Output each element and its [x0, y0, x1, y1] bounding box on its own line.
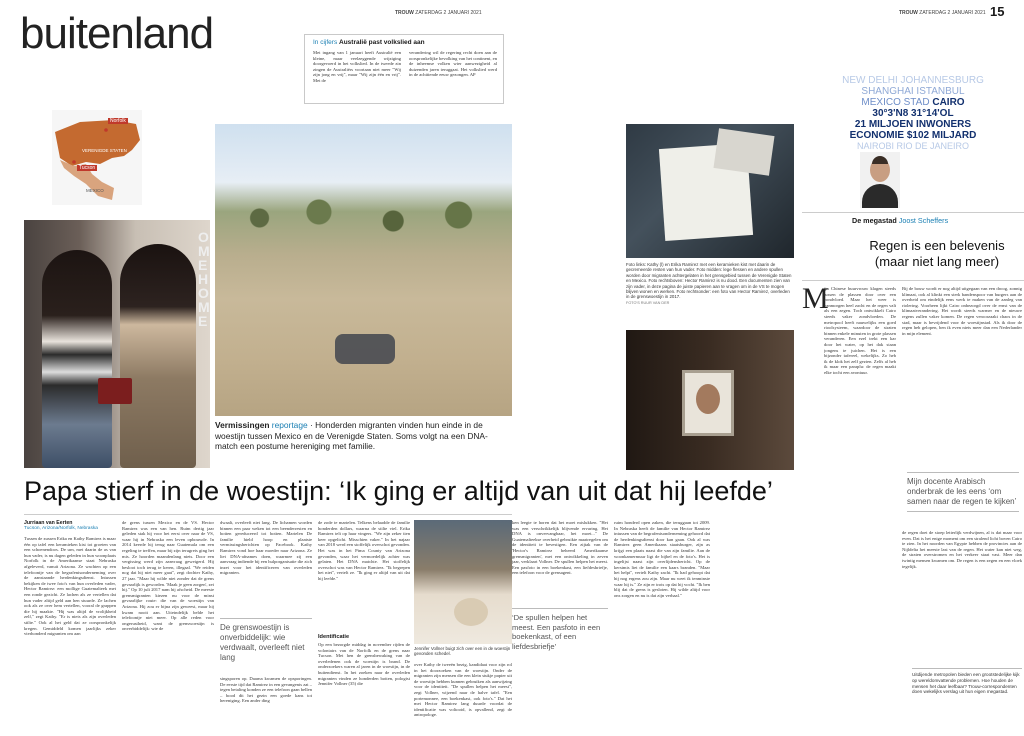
- map-label-us: VERENIGDE STATEN: [82, 148, 127, 153]
- banner-line6: ECONOMIE $102 MILJARD: [849, 130, 977, 141]
- map-label-norfolk: Norfolk: [110, 118, 126, 124]
- shrubs: [215, 194, 512, 254]
- body-col3-end: singsporen op. Daarna kwamen de opsporingen. De eerste tijd dat Ramirez in een gevangenis zat – tegen betaling konden ze een telefoon gaan bellen – bood dit het gezin een goede kans tot hereniging. Een ander ding: [220, 676, 312, 704]
- urn-box: [98, 378, 132, 404]
- body-col4-b: Op een bezorgde middag in november rijden de volontairs van de Norfolk en de grens naar Tucson. Met hen de grensbewaking van de overledenen ook de woestijn is brand. De onderzoekers waren al jaren in de woestijn, in de buitendienst. In het zoeken naar de overleden migranten vinden ze honderden botten, pologist Jennifer Vollner (35) die: [318, 642, 410, 687]
- body-col6-end: [512, 670, 608, 732]
- norfolk-marker: [104, 128, 108, 132]
- kicker-box-title: Australië past volkslied aan: [339, 39, 425, 46]
- banner-line4: 30°3'N8 31°14'OL: [872, 108, 954, 119]
- sisters-photo: [24, 220, 210, 468]
- column-label: De megastad: [852, 216, 897, 225]
- masthead-right-date: ZATERDAG 2 JANUARI 2021: [919, 10, 986, 16]
- author-avatar: [860, 152, 900, 208]
- pull-quote-1: De grenswoestijn is onverbiddelijk: wie verdwaalt, overleeft niet lang: [220, 618, 312, 663]
- document-sheet-2: [713, 128, 774, 175]
- caption-text: · Honderden migranten vinden hun einde in de woestijn tussen Mexico en de Verenigde Staten. Soms volgt na een DNA-match een postume hereniging met familie.: [215, 420, 488, 451]
- photo-credit: FOTO'S RUUR VAN DER: [626, 300, 670, 305]
- kicker-box: [304, 34, 504, 104]
- masthead-date: ZATERDAG 2 JANUARI 2021: [415, 10, 482, 16]
- column-col3: de regen doet de stoep letterlijk verdwijnen, al is dat maar voor even. Dat is het enige moment om een stralend licht boven Cairo te zien. In het noorden van Egypte hebben de provincies aan de Nijldelta het meeste last van de regen. Het water kan niet weg, de straten overstromen en het verkeer staat vast. Meer dan twintig mensen kwamen om. De regen is een zegen en een vloek tegelijk.: [902, 530, 1022, 569]
- byline-location: Tucson, Arizona/Norfolk, Nebraska: [24, 526, 98, 531]
- headline: Papa stierf in de woestijn: ‘Ik ging er altijd van uit dat hij leefde’: [24, 476, 773, 506]
- banner-line3a: MEXICO STAD: [861, 97, 930, 108]
- photo-caption-right-text: Foto links: Kathy (l) en Erika Ramirez met een keramieken kist met daarin de gecremeerde resten van hun vader. Foto midden: lege flessen en andere spullen worden door migranten achtergelaten in het grensgebied tussen de Verenigde Staten en Mexico. Foto rechtsboven: Hector Ramirez is nu dood. Een documenten zien van zijn vader, in deze pagina de juiste papieren aan te vragen om in de VS te mogen blijven wonen en werken. Foto rechtsonder: een foto van Hector Ramirez, overleden in de grenswoestijn in 2017.: [626, 262, 792, 300]
- page-number: 15: [990, 4, 1005, 19]
- kicker-box-col2: verandering wil de regering recht doen aan de oorspronkelijke bevolking van het continent, en de inheemse volken wier aanwezigheid al duizenden jaren teruggaat. Het volkslied werd in de achttiende eeuw gezongen. AP: [409, 50, 497, 78]
- vollner-caption: Jennifer Vollner buigt zich over een in de woestijn gevonden schedel.: [414, 646, 511, 657]
- body-col1: Tussen de zussen Erika en Kathy Ramirez is maar één op tafel een keramieken kist tot groeten van een schoenendoos. De urn, met daarin de as van hun vader, is nu dagen geleden in hun woonplaats Norfolk in de Amerikaanse staat Nebraska afgeleverd, vanuit Arizona. Ze wachten op een telefoontje van de begrafenisonderneming over de aanstaande herdenkingsdienst. Intussen bekijken de twee foto's van hun overleden vader, Hector Ramirez: een mollige Guatemalteek met een ronde gezicht. Ze lachen als ze vertellen dat hun vader altijd geld aan hen stuurde. Ze lachen ook als ze over hem vertellen, vooral de grappen die hij maakte. "Hij was altijd de vrolijkheid zelf," zegt Kathy. "Er is niets als zijn overleden stilte." Ook al het geld dat ze oorspronkelijk kregen. Gemiddeld komen jaarlijks zeker vierhonderd migranten om aan: [24, 536, 116, 637]
- body-col5: over Kathy de tweeën bezig, kandidaat voor zijn rol in het doorzoeken van de woestijn. Onder de migranten zijn mensen die een klein stukje papier uit de woestijn hebben kunnen gebruiken als aanwijzing voor de identiteit. "De spullen helpen het meest", zegt Vollner, wijzend naar de halve tafel. "Een portemonnee, een boekenkast, ook foto's." Dat het met Hector Ramirez lang duurde voordat de identificatie was voltooid, is opvallend, zegt de antropologe.: [414, 662, 512, 718]
- right-page: [512, 0, 1024, 736]
- city-banner: [802, 75, 1024, 152]
- byline-author: Jurriaan van Eerten: [24, 520, 73, 526]
- pull-quote-2: ‘De spullen helpen het meest. Een pasfoto in een boekenkast, of een liefdesbriefje’: [512, 608, 608, 651]
- masthead-right: [899, 10, 986, 16]
- caption-tag: reportage: [271, 420, 308, 430]
- banner-line1: NEW DELHI JOHANNESBURG: [842, 75, 984, 86]
- portrait-face: [696, 384, 720, 414]
- column-col1: ijn Chinese buurvrouw klagen steeds tussen de plassen door over een zondvloed. Maar het weer is vanmorgen heel zacht en de regen valt als een zegen. Toch ontwikkelt Cairo steeds vaker zondvloeden. De metropool heeft nauwelijks een goed rioolsysteem, waardoor de straten binnen enkele minuten in grote plassen veranderen. Een ezel trekt een kar door het water, op het dak staan jongens te juichen. Het is een bijzonder tafereel, wekelijks. Zo heb ik de klok het zelf gezien. Zelfs al heb ik maar een paraplu: de regen maakt elke tocht een avontuur.: [824, 286, 896, 375]
- map-label-mexico: MEXICO: [86, 188, 104, 193]
- drop-cap: M: [802, 282, 829, 315]
- person-left: [42, 250, 112, 468]
- masthead-left: [395, 10, 482, 16]
- left-items: [335, 334, 395, 364]
- tucson-marker: [72, 160, 76, 164]
- portrait-photo: [626, 330, 794, 470]
- masthead-right-name: TROUW: [899, 10, 918, 16]
- body-col7: ruim honderd open zaken, die teruggaan tot 2009. In Nebraska heeft de familie van Hector Ramirez intussen van de begrafenisonderneming gehoord dat de herdenkingsdienst door kan gaan. Ook al was Ramirez geen Amerikaans staatsburger, zijn as krijgt een plaats naast die van zijn familie. Aan de woonkamermuur ligt de bijbel en de foto's. Het is ingelijst naast zijn overlijdensbericht. Op de kerstmis liet de familie een kaars branden. "Maar het helpt", vertelt Kathy zacht. "Ik had gehoopt dat hij nog ergens zou zijn. Maar nu weet ik tenminste waar hij is." Ze zijn er trots op dat hij vocht. "Ik ben blij dat de grens is gesloten. Hij wilde altijd voor ons zorgen en nu is dat zijn verhaal.": [614, 520, 710, 598]
- section-title: buitenland: [20, 9, 214, 58]
- photo-caption: [215, 420, 510, 452]
- caption-kicker: Vermissingen: [215, 420, 270, 430]
- column-title: Regen is een belevenis (maar niet lang meer): [869, 238, 1005, 269]
- masthead-name: TROUW: [395, 10, 414, 16]
- column-label-row: [852, 216, 948, 225]
- body-col6: ken leegte te horen dat het moet mislukken. "Het was een verschrikkelijk blijvende ervaring. Het DNA is onvervangbaar, het moet..." De Guatemalteekse overheid gebruikte maatregelen om de identiteit te bevestigen. Een zijtak van de 'Hector's Ramirez beheerd Amerikaanse grensmigranten', met een ontwikkeling in zeven jaar, verklaart Vollner. De spullen helpen het meest. Een pasfoto in een boekenkast, een liefdesbriefje, een telefoon voor de grensagent.: [512, 520, 608, 576]
- column-quote: Mijn docente Arabisch onderbrak de les eens ‘om samen naar de regen te kijken’: [907, 472, 1019, 512]
- kicker-box-label: In cijfers: [313, 39, 338, 46]
- body-col4-subhead: Identificatie: [318, 634, 350, 640]
- us-shape: [55, 120, 140, 166]
- body-col4: de zode te martelen. Telkens belaadde de familie honderden dollars, waarna de stilte viel. Erika Ramirez telt op haar vingers. "We zijn zeker tien keer opgelicht. Misschien vaker." In het najaar van 2018 werd een stoffelijk overschot gevonden. Het was in het Pima County van Arizona gevonden, waar het vermoedelijk achter was gelaten. Het DNA matchte. Het stoffelijk overschot was van Hector Ramirez. "Ik begrepen het niet", vertelt ze. "Ik ging er altijd van uit dat hij leefde.": [318, 520, 410, 581]
- body-col2: de grens tussen Mexico en de VS. Hector Ramirez was een van hen. Ruim dertig jaar geleden stak hij voor het eerst over naar de VS, waar hij in Nebraska een leven opbouwde. In 2014 keerde hij terug naar Guatemala om een regeling te treffen, maar bij zijn terugreis ging het mis. Ze hoorden maandenlang niets. Door een vergissing werd zijn aanvraag geweigerd. Hij besloot toch terug te keren, illegaal. "We reiden nog dat hij niet meer gaat", zegt dochter Kathy, 27 jaar. "Maar hij wilde niet zonder dat de grens gevaarlijk is geworden. 'Maak je geen zorgen', zei hij." Op 10 juli 2017 nam hij afscheid. De meeste grensmigranten kiezen nu voor de minst gevaarlijke route: die van de woestijn van Arizona. Hij zou er bijna zijn geweest, maar hij kwam nooit aan. Uiteindelijk belde het telefoontje niet meer. Op alle reden voor ongerustheid, want de grenswoestijn is onverbiddelijk: wie de: [122, 520, 214, 632]
- banner-line7: NAIROBI RIO DE JANEIRO: [856, 141, 970, 151]
- map-label-tucson: Tucson: [79, 165, 96, 171]
- column-author: Joost Scheffers: [898, 216, 949, 225]
- map: [52, 110, 142, 205]
- byline: [24, 520, 116, 531]
- body-col3: dwaalt, overleeft niet lang. De lichamen worden binnen een paar weken tot een beenderresten en botten gereduceerd tot botten. Martelen De familie hield hoop en plaatste vermissingsberichten op Facebook. Kathy Ramirez vond hoe haar moeder naar Arizona. Ze liet DNA-afnames doen, waarmee zij een aanvraag indiende bij een hulporganisatie die zich inzet voor het identificeren van overleden migranten.: [220, 520, 312, 576]
- column-col2: Bij de bouw wordt er nog altijd uitgegaan van een droog, zonnig klimaat, ook al klinkt een sterk bandenspoor van burgers aan de overheid om eindelijk eens werk te maken van de aanleg van riolering. Voorheen lijkt Cairo onbezorgd over de ernst van de klimaatverandering. Het wordt steeds warmer en de nieuwe regens zullen vaker komen. De regen veroorzaakt chaos in de stad, maar is bevrijdend voor de woestijnstad. Als ik door de regen heb gelopen, ben ik even niets meer dan een Nederlander in mijn element.: [902, 286, 1022, 336]
- banner-line5: 21 MILJOEN INWONERS: [854, 119, 972, 130]
- desert-photo: [215, 124, 512, 416]
- banner-line3b: CAIRO: [932, 97, 965, 108]
- skull: [454, 598, 488, 626]
- photo-caption-right: [626, 262, 794, 324]
- person-right: [120, 244, 196, 468]
- vollner-photo: [414, 520, 512, 644]
- column-footnote: Uitdijende metropolen bieden een grootstedelijke kijk op wereldomvattende problemen. Hoe houden de mensen het daar leefbaar? Trouw-correspondenten doen wekelijks verslag uit hun eigen megastad.: [912, 668, 1022, 732]
- banner-line2: SHANGHAI ISTANBUL: [861, 86, 965, 97]
- documents-photo: [626, 124, 794, 258]
- kicker-box-col1: Met ingang van 1 januari heeft Australië een kleine, maar veelzeggende wijziging doorgevoerd in het volkslied. In de tweede zin zingen de Australiërs voortaan niet meer "Wij zijn jong en vrij", maar "Wij zijn één en vrij". Met de: [313, 50, 401, 83]
- door-lettering: OME HOME: [198, 229, 210, 329]
